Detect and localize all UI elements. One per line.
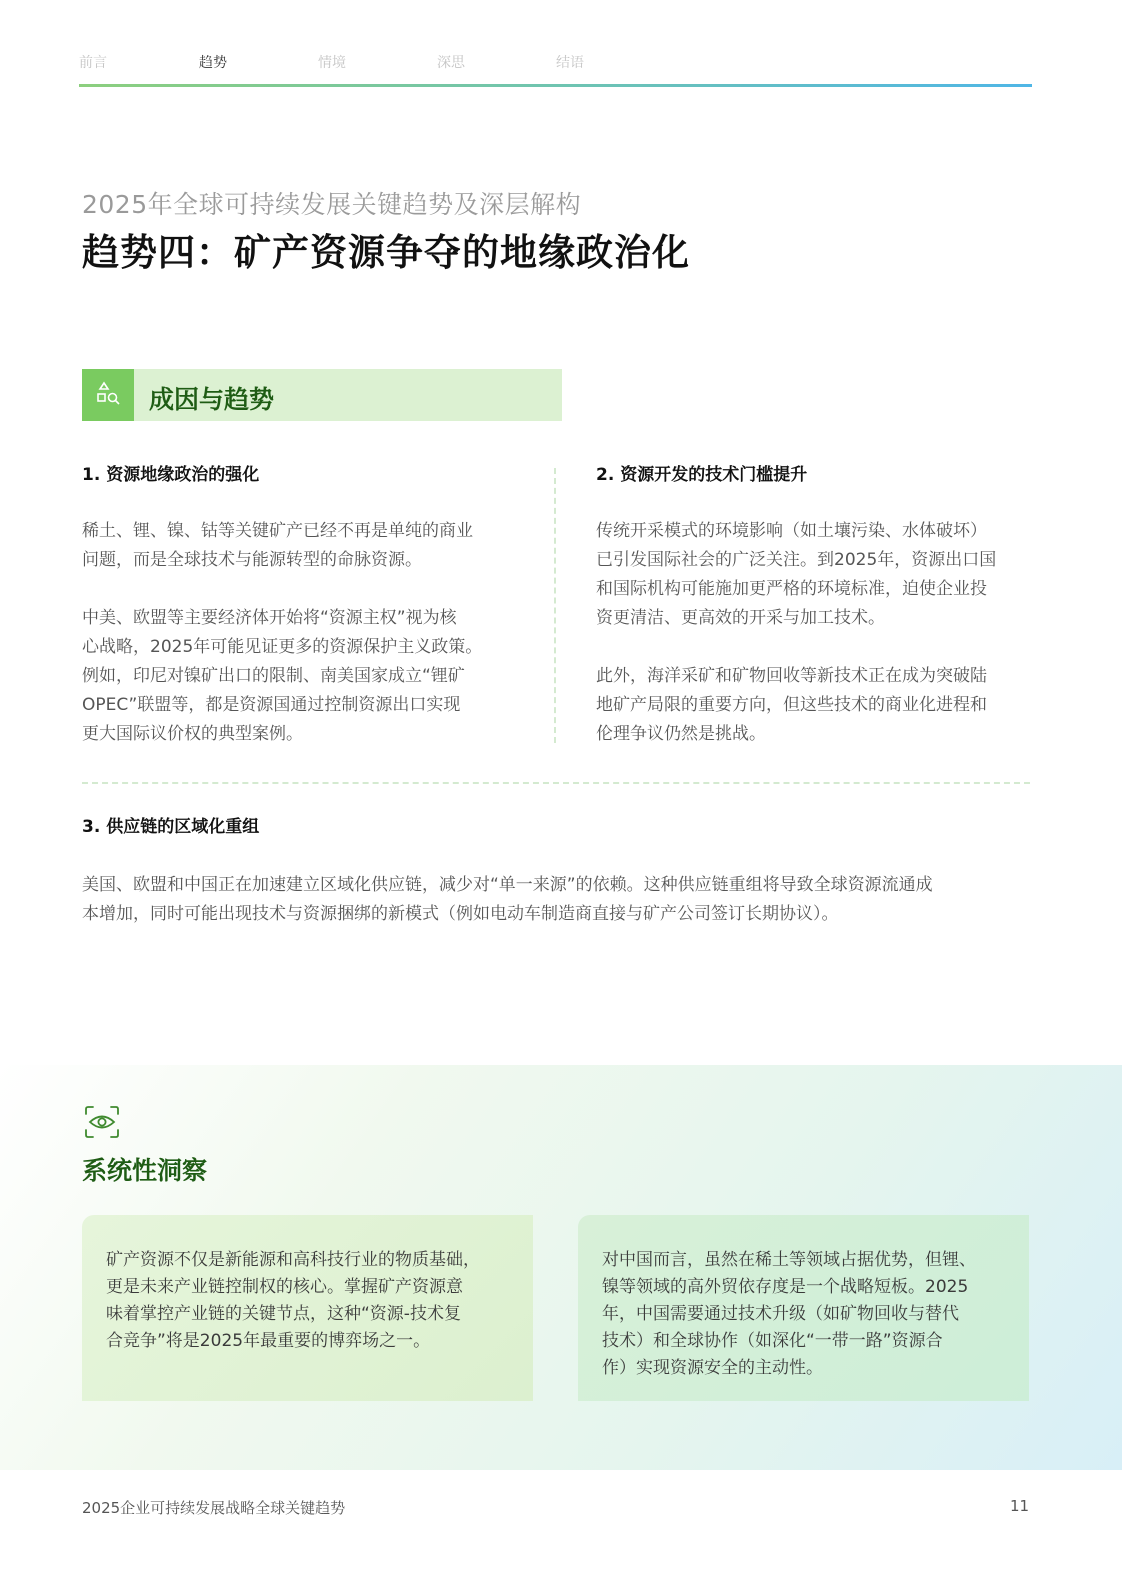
trend-item-3 (82, 815, 1037, 929)
insight-card-left (82, 1215, 533, 1401)
item-paragraph (596, 662, 1036, 749)
page-subtitle: 2025年全球可持续发展关键趋势及深层解构 (82, 190, 582, 219)
item-paragraph (82, 517, 522, 575)
text-line: 心战略，2025年可能见证更多的资源保护主义政策。 (82, 637, 483, 657)
text-line: 和国际机构可能施加更严格的环境标准，迫使企业投 (596, 579, 987, 599)
text-line: 已引发国际社会的广泛关注。到2025年，资源出口国 (596, 550, 997, 570)
text-line: OPEC”联盟等，都是资源国通过控制资源出口实现 (82, 695, 461, 715)
text-line: 更大国际议价权的典型案例。 (82, 724, 303, 744)
text-line: 镍等领域的高外贸依存度是一个战略短板。2025 (602, 1277, 969, 1297)
footer-title: 2025企业可持续发展战略全球关键趋势 (82, 1499, 346, 1517)
item-heading: 1. 资源地缘政治的强化 (82, 465, 260, 485)
text-line: 例如，印尼对镍矿出口的限制、南美国家成立“锂矿 (82, 666, 465, 686)
page-number: 11 (1010, 1497, 1030, 1515)
nav-tab-trends[interactable]: 趋势 (199, 55, 227, 71)
nav-tab-reflection[interactable]: 深思 (437, 55, 465, 71)
shapes-search-icon (82, 369, 134, 421)
text-line: 美国、欧盟和中国正在加速建立区域化供应链，减少对“单一来源”的依赖。这种供应链重组将导致全球资源流通成 (82, 875, 933, 895)
text-line: 稀土、锂、镍、钴等关键矿产已经不再是单纯的商业 (82, 521, 473, 541)
text-line: 中美、欧盟等主要经济体开始将“资源主权”视为核 (82, 608, 457, 628)
item-paragraph (82, 871, 1037, 929)
text-line: 合竞争”将是2025年最重要的博弈场之一。 (106, 1331, 431, 1351)
nav-divider-line (79, 84, 1032, 87)
trend-item-1 (82, 463, 522, 749)
text-line: 地矿产局限的重要方向，但这些技术的商业化进程和 (596, 695, 987, 715)
section-divider (82, 782, 1030, 784)
nav-tab-scenarios[interactable]: 情境 (318, 55, 346, 71)
page-title: 趋势四：矿产资源争夺的地缘政治化 (82, 231, 690, 274)
insight-card-right (578, 1215, 1029, 1401)
column-divider (554, 468, 556, 743)
insight-title: 系统性洞察 (82, 1156, 208, 1185)
section-banner (82, 369, 562, 421)
eye-scan-icon (84, 1105, 120, 1139)
text-line: 传统开采模式的环境影响（如土壤污染、水体破坏） (596, 521, 987, 541)
trend-item-2 (596, 463, 1036, 749)
text-line: 问题，而是全球技术与能源转型的命脉资源。 (82, 550, 422, 570)
text-line: 技术）和全球协作（如深化“一带一路”资源合 (602, 1331, 943, 1351)
section-title: 成因与趋势 (149, 385, 275, 414)
nav-tab-preface[interactable]: 前言 (79, 55, 107, 71)
text-line: 对中国而言，虽然在稀土等领域占据优势，但锂、 (602, 1250, 976, 1270)
nav-tab-conclusion[interactable]: 结语 (556, 55, 584, 71)
text-line: 矿产资源不仅是新能源和高科技行业的物质基础， (106, 1250, 480, 1270)
item-heading: 2. 资源开发的技术门槛提升 (596, 465, 808, 485)
text-line: 味着掌控产业链的关键节点，这种“资源-技术复 (106, 1304, 461, 1324)
text-line: 年，中国需要通过技术升级（如矿物回收与替代 (602, 1304, 959, 1324)
text-line: 更是未来产业链控制权的核心。掌握矿产资源意 (106, 1277, 463, 1297)
text-line: 作）实现资源安全的主动性。 (602, 1358, 823, 1378)
item-paragraph (596, 517, 1036, 633)
top-nav (79, 52, 1031, 72)
text-line: 此外，海洋采矿和矿物回收等新技术正在成为突破陆 (596, 666, 987, 686)
text-line: 伦理争议仍然是挑战。 (596, 724, 766, 744)
text-line: 资更清洁、更高效的开采与加工技术。 (596, 608, 885, 628)
item-heading: 3. 供应链的区域化重组 (82, 817, 260, 837)
text-line: 本增加，同时可能出现技术与资源捆绑的新模式（例如电动车制造商直接与矿产公司签订长期协议）。 (82, 904, 839, 924)
item-paragraph (82, 604, 522, 749)
